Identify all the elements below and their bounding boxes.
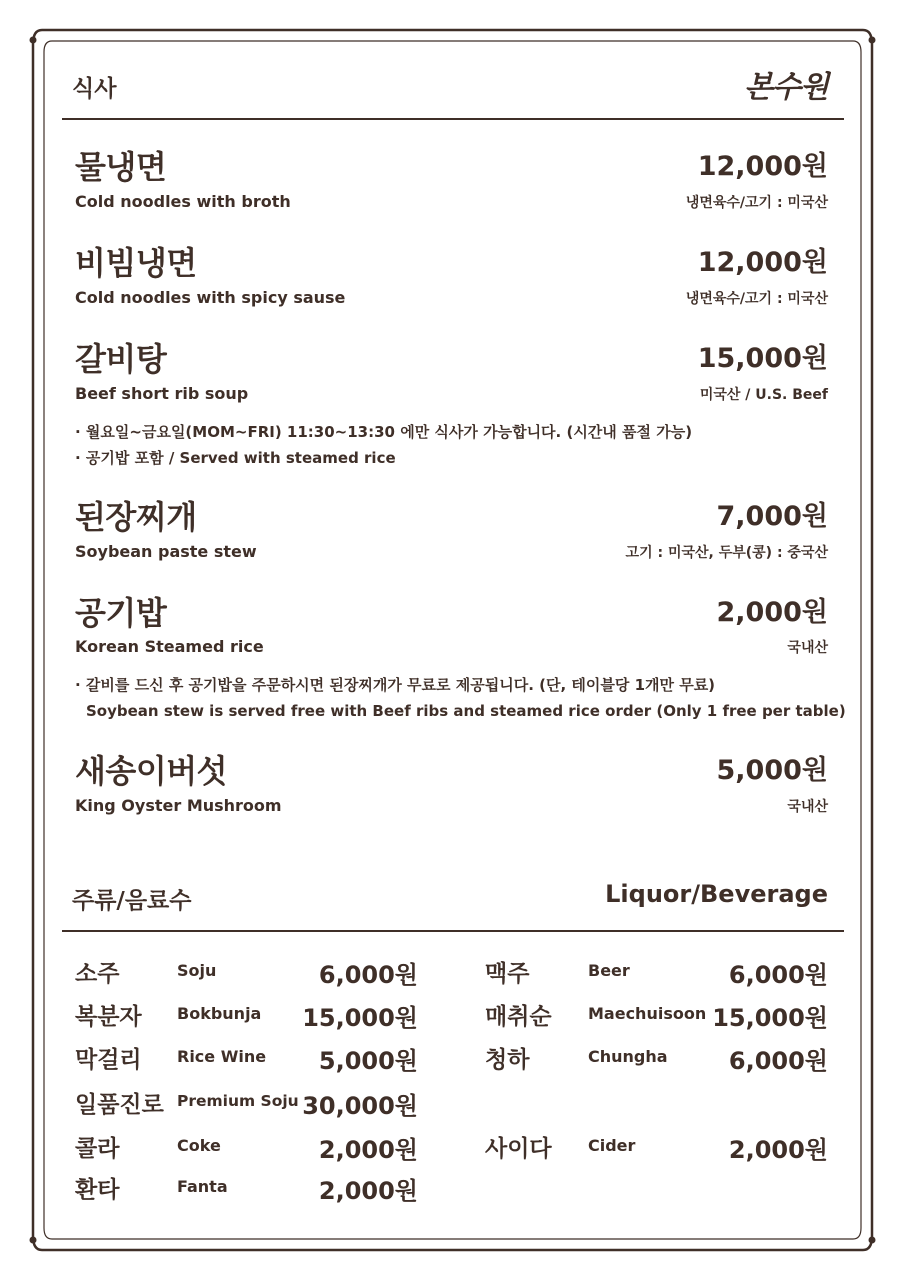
beverage-english: Maechuisoon	[588, 1004, 707, 1023]
beverage-header-divider	[62, 930, 844, 932]
beverage-price: 30,000원	[302, 1092, 418, 1120]
beverage-name: 매취순	[485, 1004, 552, 1030]
beverage-english: Cider	[588, 1136, 636, 1155]
menu-item-price: 7,000원	[716, 501, 828, 532]
beverage-price: 6,000원	[318, 961, 418, 989]
menu-item-english: Beef short rib soup	[75, 384, 249, 403]
rice-included-note: · 공기밥 포함 / Served with steamed rice	[75, 449, 396, 467]
menu-item-name: 갈비탕	[75, 340, 167, 378]
beverage-name: 사이다	[485, 1136, 552, 1162]
menu-item-english: Soybean paste stew	[75, 542, 257, 561]
beverage-price: 2,000원	[318, 1177, 418, 1205]
beverage-name: 맥주	[485, 961, 530, 987]
beverage-english: Premium Soju	[177, 1092, 299, 1110]
beverage-name: 소주	[75, 961, 120, 987]
beverage-english: Soju	[177, 961, 217, 980]
menu-item-price: 5,000원	[716, 755, 828, 786]
menu-item-origin: 국내산	[787, 640, 828, 656]
menu-item-english: Korean Steamed rice	[75, 637, 264, 656]
beverage-price: 15,000원	[302, 1004, 418, 1032]
meal-section-title: 식사	[72, 76, 117, 102]
menu-item-price: 12,000원	[697, 247, 828, 278]
free-stew-note: · 갈비를 드신 후 공기밥을 주문하시면 된장찌개가 무료로 제공됩니다. (단, 테이블당 1개만 무료)	[75, 676, 716, 694]
beverage-section-title-english: Liquor/Beverage	[605, 880, 828, 908]
beverage-english: Beer	[588, 961, 630, 980]
beverage-price: 2,000원	[728, 1136, 828, 1164]
meal-hours-note: · 월요일~금요일(MOM~FRI) 11:30~13:30 에만 식사가 가능합니다. (시간내 품절 가능)	[75, 423, 693, 441]
menu-item-origin: 냉면육수/고기 : 미국산	[685, 291, 828, 307]
beverage-english: Bokbunja	[177, 1004, 262, 1023]
beverage-english: Rice Wine	[177, 1047, 267, 1066]
menu-item-name: 새송이버섯	[75, 752, 228, 790]
beverage-english: Chungha	[588, 1047, 668, 1066]
beverage-price: 15,000원	[712, 1004, 828, 1032]
menu-item-price: 15,000원	[697, 343, 828, 374]
beverage-english: Coke	[177, 1136, 221, 1155]
menu-item-english: Cold noodles with spicy sause	[75, 288, 346, 307]
beverage-name: 복분자	[75, 1004, 142, 1030]
menu-item-english: King Oyster Mushroom	[75, 796, 282, 815]
menu-item-name: 된장찌개	[75, 498, 197, 536]
menu-item-english: Cold noodles with broth	[75, 192, 291, 211]
menu-item-price: 12,000원	[697, 151, 828, 182]
menu-item-name: 공기밥	[75, 594, 167, 632]
beverage-name: 막걸리	[75, 1047, 142, 1073]
menu-item-name: 비빔냉면	[75, 244, 197, 282]
beverage-english: Fanta	[177, 1177, 228, 1196]
menu-item-price: 2,000원	[716, 597, 828, 628]
menu-item-origin: 국내산	[787, 799, 828, 815]
beverage-name: 일품진로	[75, 1092, 164, 1118]
beverage-section-title: 주류/음료수	[72, 888, 192, 914]
beverage-name: 환타	[75, 1177, 120, 1203]
menu-item-name: 물냉면	[75, 148, 167, 186]
brand-logo: 본수원	[744, 70, 828, 105]
beverage-price: 5,000원	[318, 1047, 418, 1075]
free-stew-note-english: Soybean stew is served free with Beef ribs and steamed rice order (Only 1 free per table)	[86, 702, 846, 720]
beverage-name: 콜라	[75, 1136, 120, 1162]
beverage-price: 2,000원	[318, 1136, 418, 1164]
beverage-price: 6,000원	[728, 961, 828, 989]
menu-item-origin: 미국산 / U.S. Beef	[699, 387, 828, 403]
meal-header-divider	[62, 118, 844, 120]
menu-item-origin: 냉면육수/고기 : 미국산	[685, 195, 828, 211]
beverage-name: 청하	[485, 1047, 530, 1073]
beverage-price: 6,000원	[728, 1047, 828, 1075]
menu-item-origin: 고기 : 미국산, 두부(콩) : 중국산	[625, 545, 828, 561]
